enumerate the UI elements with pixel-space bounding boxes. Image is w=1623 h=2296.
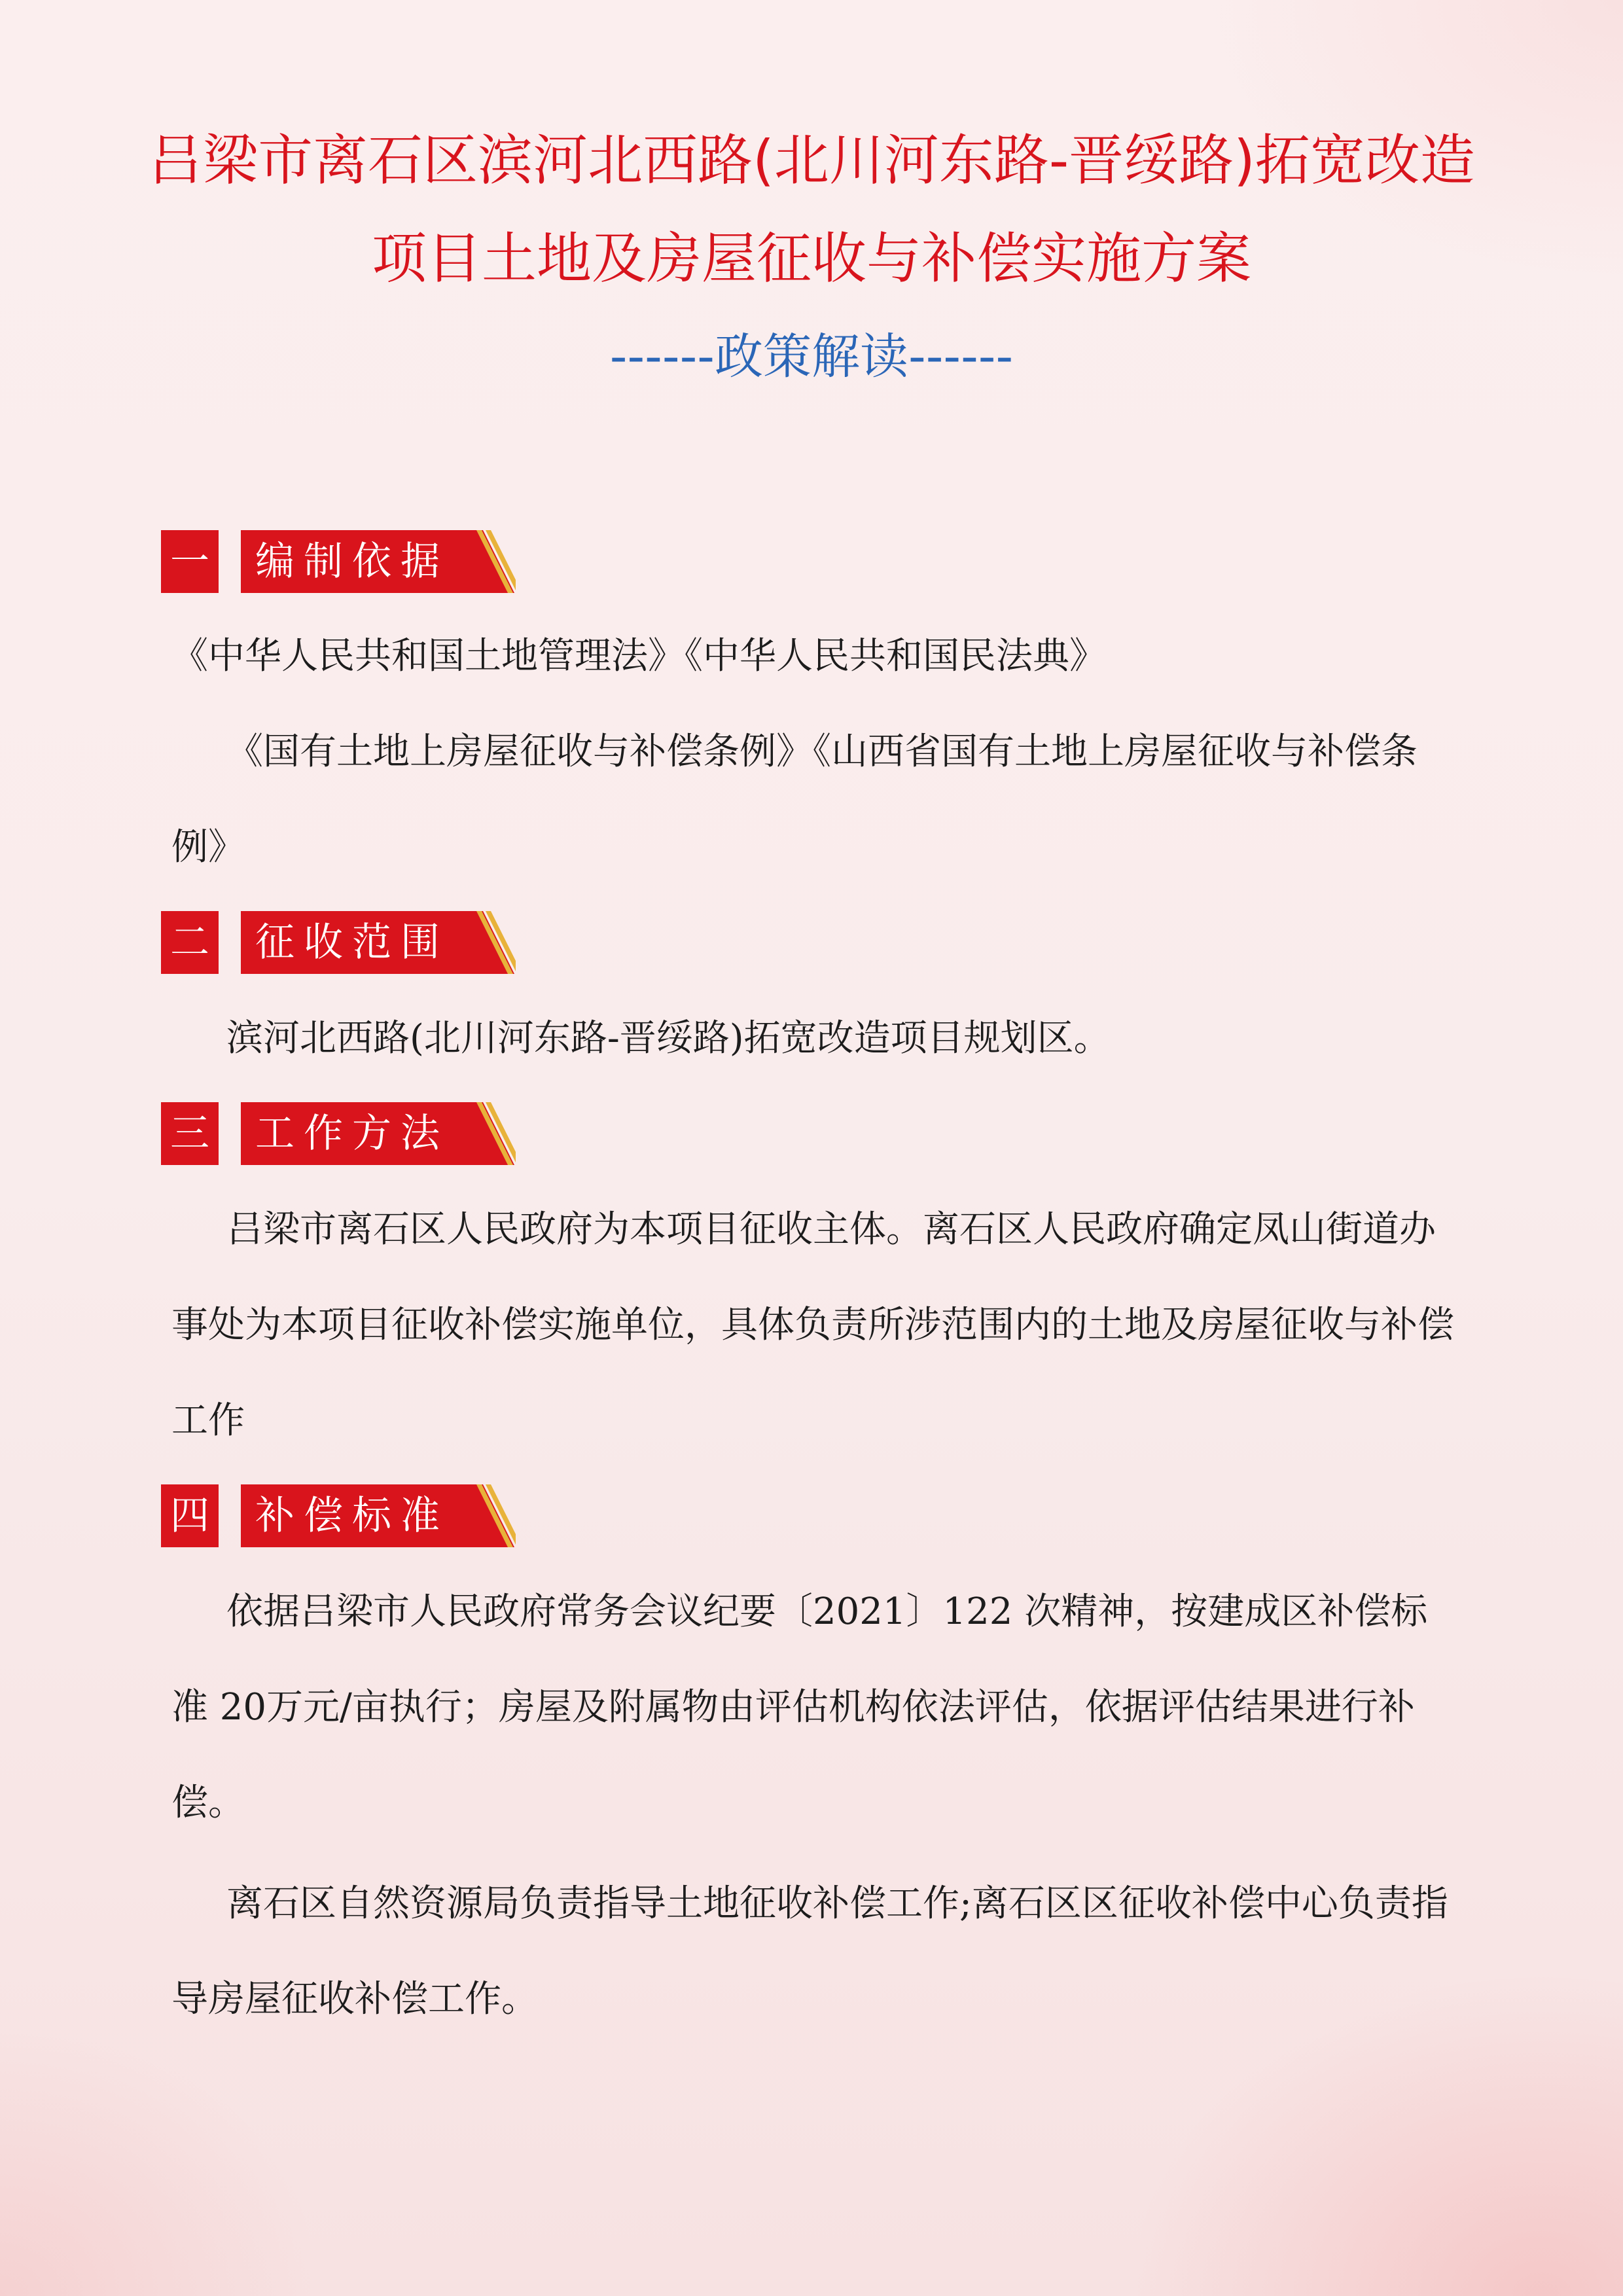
section-label: 征收范围 [255,920,449,965]
paragraph: 离石区自然资源局负责指导土地征收补偿工作;离石区区征收补偿中心负责指导房屋征收补偿工作。 [171,1882,1448,2020]
document-title-line1: 吕梁市离石区滨河北西路(北川河东路-晋绥路)拓宽改造 [148,128,1475,192]
section-header-basis [161,530,527,593]
section-label: 编制依据 [255,539,449,584]
section-header-method [161,1102,527,1165]
section-number: 二 [161,911,219,974]
document-title-line2: 项目土地及房屋征收与补偿实施方案 [371,226,1251,291]
paragraph: 《中华人民共和国土地管理法》《中华人民共和国民法典》 [171,635,1106,677]
section-label: 补偿标准 [255,1493,449,1539]
section-header-scope [161,911,527,974]
section-label-banner [241,1484,516,1547]
document-subtitle: ------政策解读------ [609,329,1014,385]
section-label-banner [241,911,516,974]
paragraph: 吕梁市离石区人民政府为本项目征收主体。离石区人民政府确定凤山街道办事处为本项目征收补偿实施单位，具体负责所涉范围内的土地及房屋征收与补偿工作 [171,1208,1454,1442]
paragraph: 《国有土地上房屋征收与补偿条例》《山西省国有土地上房屋征收与补偿条例》 [171,730,1418,869]
section-label-banner [241,530,516,593]
section-number: 四 [161,1484,219,1547]
paragraph: 滨河北西路(北川河东路-晋绥路)拓宽改造项目规划区。 [226,1017,1111,1060]
section-number: 一 [161,530,219,593]
paragraph: 依据吕梁市人民政府常务会议纪要〔2021〕122 次精神，按建成区补偿标准 20万元/亩执行；房屋及附属物由评估机构依法评估，依据评估结果进行补偿。 [171,1590,1428,1824]
section-label-banner [241,1102,516,1165]
section-number: 三 [161,1102,219,1165]
section-label: 工作方法 [255,1111,449,1157]
section-header-compensation [161,1484,527,1547]
